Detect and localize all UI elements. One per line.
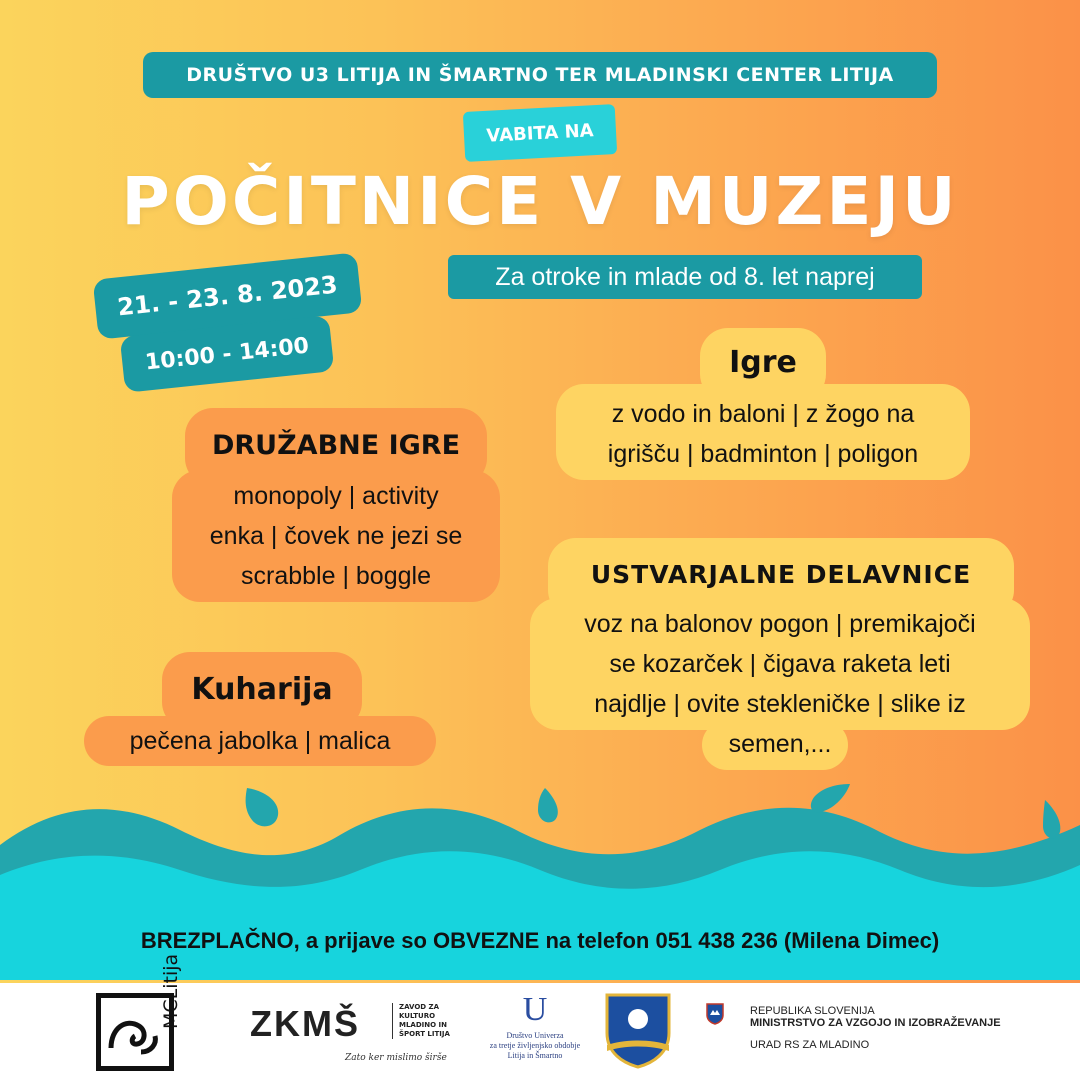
time-badge: 10:00 - 14:00 (120, 315, 335, 393)
kuharija-list (84, 721, 436, 761)
list-item: pečena jabolka | malica (129, 727, 391, 755)
zkms-desc-line: MLADINO IN (399, 1021, 447, 1029)
coat-of-arms-icon (605, 993, 671, 1069)
slovenia-emblem-icon (706, 1003, 724, 1025)
date-badge: 21. - 23. 8. 2023 (93, 252, 363, 339)
list-item: igrišču | badminton | poligon (607, 440, 919, 468)
list-item: semen,... (728, 730, 832, 758)
zkms-desc-line: ŠPORT LITIJA (399, 1030, 450, 1038)
sponsor-logos (0, 953, 1080, 1080)
organizers-banner: DRUŠTVO U3 LITIJA IN ŠMARTNO TER MLADINSKI CENTER LITIJA (143, 52, 937, 98)
zkms-desc-line: ZAVOD ZA (399, 1003, 440, 1011)
list-item: scrabble | boggle (241, 562, 431, 590)
ministry-line: REPUBLIKA SLOVENIJA (750, 1005, 875, 1017)
u3-desc-line: Društvo Univerza (506, 1031, 564, 1040)
druzabne-list (172, 476, 500, 596)
mc-litija-label: MCLitija (160, 953, 182, 1029)
u3-desc-line: Litija in Šmartno (507, 1051, 563, 1060)
zkms-logo: ZKMŠ (250, 1003, 360, 1044)
invite-badge: VABITA NA (463, 104, 617, 162)
water-drop-icon (1043, 800, 1060, 838)
ustvarjalne-heading: USTVARJALNE DELAVNICE (590, 560, 972, 589)
list-item: najdlje | ovite stekleničke | slike iz (594, 690, 966, 718)
zkms-slogan: Zato ker mislimo širše (345, 1053, 447, 1063)
u3-logo: U (522, 991, 548, 1028)
water-drop-icon (538, 788, 558, 822)
zkms-desc-line: KULTURO (399, 1012, 436, 1020)
ministry-line: MINISTRSTVO ZA VZGOJO IN IZOBRAŽEVANJE (750, 1017, 1001, 1029)
kuharija-heading: Kuharija (191, 672, 333, 707)
list-item: z vodo in baloni | z žogo na (611, 400, 915, 428)
audience-subtitle: Za otroke in mlade od 8. let naprej (448, 255, 922, 299)
water-drop-icon (246, 788, 279, 826)
ustvarjalne-list (530, 604, 1030, 764)
water-drop-icon (811, 784, 850, 812)
registration-note: BREZPLAČNO, a prijave so OBVEZNE na telefon 051 438 236 (Milena Dimec) (140, 928, 940, 953)
u3-desc-line: za tretje življenjsko obdobje (489, 1041, 581, 1050)
ministry-text (750, 1005, 1001, 1051)
u3-description (470, 1031, 600, 1061)
igre-heading: Igre (729, 345, 797, 380)
list-item: voz na balonov pogon | premikajoči (584, 610, 976, 638)
face-icon (101, 998, 169, 1066)
druzabne-heading: DRUŽABNE IGRE (211, 430, 461, 461)
list-item: monopoly | activity (233, 482, 439, 510)
zkms-description (392, 1003, 450, 1039)
list-item: se kozarček | čigava raketa leti (609, 650, 951, 678)
igre-list (556, 394, 970, 474)
list-item: enka | čovek ne jezi se (209, 522, 463, 550)
ministry-line: URAD RS ZA MLADINO (750, 1039, 870, 1051)
page-title: POČITNICE V MUZEJU (121, 163, 959, 240)
